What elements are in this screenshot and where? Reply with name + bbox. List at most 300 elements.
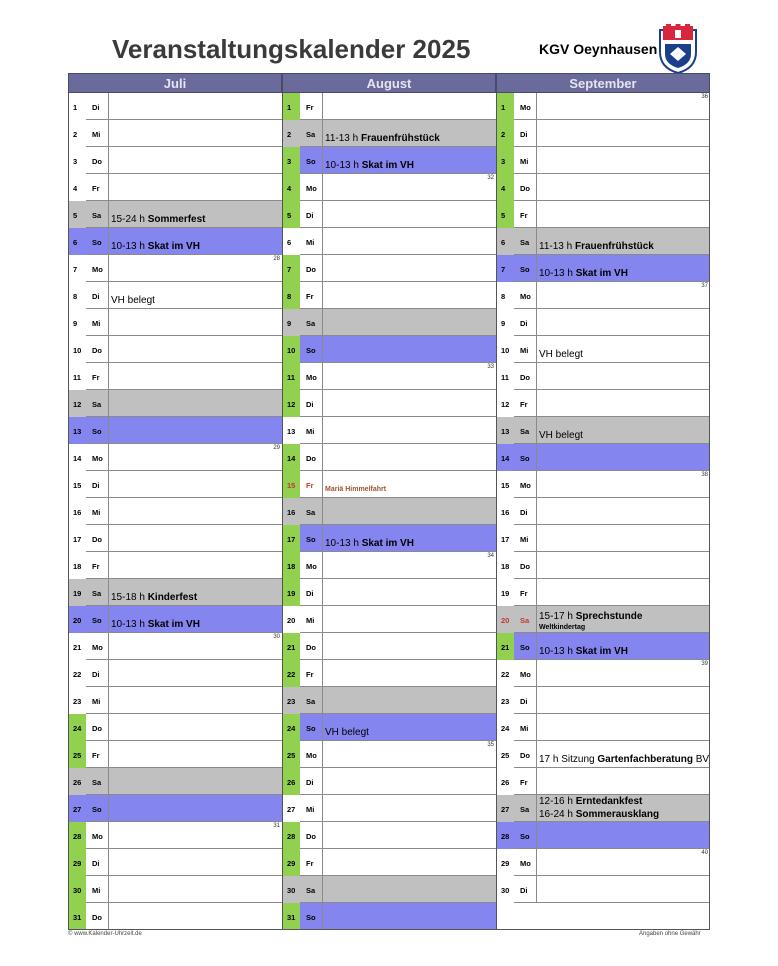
event-divider: [536, 525, 537, 552]
day-number: 26: [287, 778, 296, 787]
day-number-box: [282, 390, 300, 417]
day-number: 29: [73, 859, 82, 868]
day-number-box: [282, 309, 300, 336]
event-time: VH belegt: [539, 349, 583, 360]
week-number: 35: [487, 742, 494, 748]
day-row: [496, 498, 710, 525]
week-number: 30: [273, 634, 280, 640]
day-row: [68, 876, 282, 903]
day-number: 30: [287, 886, 296, 895]
day-row: [68, 255, 282, 282]
event-divider: [536, 660, 537, 687]
weekday-label: Sa: [306, 886, 316, 895]
day-number-box: [68, 525, 86, 552]
week-number: 34: [487, 553, 494, 559]
event-divider: [322, 687, 323, 714]
weekday-label: Fr: [92, 751, 100, 760]
event-text: [539, 809, 659, 820]
day-row: [68, 471, 282, 498]
day-number-box: [68, 606, 86, 633]
day-row: [282, 606, 496, 633]
holiday-note: Weltkindertag: [539, 624, 586, 631]
event-divider: [322, 444, 323, 471]
weekday-label: Di: [92, 292, 100, 301]
day-row: [496, 660, 710, 687]
day-row: [496, 606, 710, 633]
column-border: [709, 93, 710, 929]
event-text: [539, 268, 628, 279]
day-row: [282, 147, 496, 174]
event-divider: [322, 903, 323, 930]
day-number: 15: [73, 481, 82, 490]
event-divider: [108, 903, 109, 930]
day-number: 13: [73, 427, 82, 436]
event-divider: [108, 363, 109, 390]
weekday-label: So: [92, 616, 102, 625]
day-row: [282, 471, 496, 498]
event-divider: [536, 336, 537, 363]
event-text: [539, 796, 642, 807]
day-number-box: [496, 201, 514, 228]
day-row: [68, 714, 282, 741]
calendar-grid: [68, 73, 710, 929]
day-number: 12: [73, 400, 82, 409]
day-number-box: [496, 417, 514, 444]
weekday-label: Sa: [306, 319, 316, 328]
event-divider: [322, 498, 323, 525]
day-number-box: [282, 768, 300, 795]
event-divider: [536, 363, 537, 390]
day-number-box: [496, 552, 514, 579]
day-number: 3: [73, 157, 78, 166]
event-title: Sommerfest: [147, 214, 206, 225]
day-number: 22: [73, 670, 82, 679]
weekday-label: Di: [306, 211, 314, 220]
event-divider: [322, 822, 323, 849]
day-number: 2: [501, 130, 506, 139]
day-number-box: [496, 795, 514, 822]
day-row: [282, 390, 496, 417]
day-number-box: [68, 444, 86, 471]
day-row: [496, 525, 710, 552]
event-divider: [536, 390, 537, 417]
day-number: 23: [287, 697, 296, 706]
event-divider: [322, 849, 323, 876]
day-number: 19: [73, 589, 82, 598]
weekday-label: Di: [306, 400, 314, 409]
event-divider: [108, 471, 109, 498]
weekday-label: Do: [520, 184, 530, 193]
day-row: [496, 147, 710, 174]
day-number: 1: [287, 103, 292, 112]
event-time: 15-17 h: [539, 611, 573, 622]
day-number: 30: [501, 886, 510, 895]
event-title: Skat im VH: [147, 619, 200, 630]
day-row: [496, 228, 710, 255]
event-divider: [322, 741, 323, 768]
day-number-box: [282, 741, 300, 768]
weekday-label: Di: [520, 508, 528, 517]
week-number: 38: [701, 472, 708, 478]
day-number: 13: [287, 427, 296, 436]
day-row: [496, 255, 710, 282]
day-number-box: [68, 282, 86, 309]
day-number-box: [496, 309, 514, 336]
weekday-label: Di: [306, 778, 314, 787]
day-row: [282, 741, 496, 768]
day-number-box: [68, 741, 86, 768]
day-row: [68, 417, 282, 444]
day-number-box: [68, 174, 86, 201]
day-number-box: [68, 471, 86, 498]
event-title: Frauenfrühstück: [360, 133, 440, 144]
event-divider: [536, 255, 537, 282]
day-number: 17: [73, 535, 82, 544]
footer-copyright: © www.Kalender-Uhrzeit.de: [68, 931, 142, 937]
weekday-label: Mo: [520, 292, 531, 301]
day-row: [282, 120, 496, 147]
day-number-box: [496, 282, 514, 309]
event-divider: [536, 93, 537, 120]
day-row: [68, 309, 282, 336]
day-number: 16: [287, 508, 296, 517]
day-number: 17: [287, 535, 296, 544]
event-divider: [108, 255, 109, 282]
day-number: 8: [73, 292, 78, 301]
day-number: 18: [501, 562, 510, 571]
bottom-border: [68, 929, 710, 930]
day-number-box: [282, 471, 300, 498]
day-row: [496, 876, 710, 903]
event-divider: [108, 93, 109, 120]
day-row: [68, 606, 282, 633]
day-row: [496, 714, 710, 741]
event-divider: [108, 201, 109, 228]
day-number: 12: [287, 400, 296, 409]
day-number-box: [68, 93, 86, 120]
event-divider: [536, 471, 537, 498]
day-number-box: [496, 633, 514, 660]
event-time: 11-13 h: [539, 241, 573, 252]
day-number-box: [496, 768, 514, 795]
column-border: [68, 93, 69, 929]
event-divider: [322, 660, 323, 687]
event-divider: [322, 390, 323, 417]
day-row: [68, 552, 282, 579]
day-number: 25: [501, 751, 510, 760]
weekday-label: Fr: [92, 562, 100, 571]
day-row: [496, 633, 710, 660]
day-number: 18: [73, 562, 82, 571]
weekday-label: Sa: [306, 130, 316, 139]
event-title: Skat im VH: [575, 646, 628, 657]
day-row: [282, 849, 496, 876]
event-divider: [536, 822, 537, 849]
day-row: [282, 579, 496, 606]
event-divider: [536, 714, 537, 741]
weekday-label: So: [306, 535, 316, 544]
day-number-box: [496, 93, 514, 120]
day-number: 12: [501, 400, 510, 409]
weekday-label: Do: [520, 373, 530, 382]
weekday-label: Sa: [92, 400, 102, 409]
day-number: 21: [287, 643, 296, 652]
day-number-box: [282, 903, 300, 930]
event-divider: [322, 255, 323, 282]
event-text: [539, 646, 628, 657]
weekday-label: Mo: [306, 751, 317, 760]
day-row: [282, 444, 496, 471]
day-number-box: [68, 714, 86, 741]
weekday-label: Mo: [520, 481, 531, 490]
week-number: 40: [701, 850, 708, 856]
day-row: [68, 849, 282, 876]
day-row: [282, 822, 496, 849]
event-title: Frauenfrühstück: [574, 241, 654, 252]
event-text: [539, 611, 642, 622]
day-number: 29: [287, 859, 296, 868]
event-time: 15-24 h: [111, 214, 145, 225]
day-number-box: [282, 795, 300, 822]
day-row: [68, 228, 282, 255]
event-divider: [108, 228, 109, 255]
day-number-box: [282, 876, 300, 903]
week-number: 39: [701, 661, 708, 667]
weekday-label: So: [306, 346, 316, 355]
day-number-box: [282, 336, 300, 363]
day-row: [68, 282, 282, 309]
day-number-box: [282, 444, 300, 471]
event-text: [325, 133, 440, 144]
week-number: 37: [701, 283, 708, 289]
day-row: [282, 687, 496, 714]
event-time: VH belegt: [539, 430, 583, 441]
day-row: [282, 282, 496, 309]
day-number-box: [68, 795, 86, 822]
weekday-label: Di: [92, 481, 100, 490]
day-number: 9: [73, 319, 78, 328]
weekday-label: Mi: [306, 616, 315, 625]
event-divider: [108, 417, 109, 444]
day-row: [68, 390, 282, 417]
weekday-label: Fr: [306, 292, 314, 301]
weekday-label: Fr: [92, 184, 100, 193]
day-number: 23: [501, 697, 510, 706]
event-text: [539, 754, 709, 765]
day-row: [282, 795, 496, 822]
day-number-box: [68, 768, 86, 795]
day-row: [282, 714, 496, 741]
event-time: 10-13 h: [539, 268, 573, 279]
event-divider: [108, 282, 109, 309]
day-row: [68, 93, 282, 120]
event-title: Erntedankfest: [575, 796, 643, 807]
event-text: [111, 241, 200, 252]
day-number-box: [282, 147, 300, 174]
day-row: [68, 120, 282, 147]
event-divider: [322, 768, 323, 795]
day-number-box: [496, 444, 514, 471]
day-number-box: [282, 552, 300, 579]
day-row: [68, 795, 282, 822]
page-title: Veranstaltungskalender 2025: [112, 34, 471, 64]
day-number: 23: [73, 697, 82, 706]
event-divider: [108, 606, 109, 633]
event-divider: [322, 525, 323, 552]
day-number: 20: [73, 616, 82, 625]
weekday-label: Do: [520, 751, 530, 760]
weekday-label: Fr: [520, 589, 528, 598]
day-number: 25: [287, 751, 296, 760]
event-divider: [322, 363, 323, 390]
weekday-label: Mi: [520, 724, 529, 733]
weekday-label: Sa: [306, 508, 316, 517]
day-number: 3: [287, 157, 292, 166]
day-number: 14: [287, 454, 296, 463]
event-divider: [536, 768, 537, 795]
day-number: 5: [73, 211, 78, 220]
event-divider: [108, 633, 109, 660]
day-number-box: [282, 120, 300, 147]
event-time: 10-13 h: [325, 160, 359, 171]
day-row: [496, 363, 710, 390]
day-number: 20: [501, 616, 510, 625]
day-row: [282, 525, 496, 552]
day-number-box: [282, 201, 300, 228]
event-time: 10-13 h: [111, 241, 145, 252]
day-number-box: [68, 498, 86, 525]
weekday-label: Fr: [306, 670, 314, 679]
event-text: [325, 538, 414, 549]
weekday-label: So: [92, 805, 102, 814]
day-row: [282, 336, 496, 363]
day-number: 18: [287, 562, 296, 571]
day-row: [282, 93, 496, 120]
day-number-box: [282, 174, 300, 201]
weekday-label: Do: [92, 346, 102, 355]
weekday-label: Mo: [92, 265, 103, 274]
day-number: 10: [287, 346, 296, 355]
weekday-label: Mi: [306, 427, 315, 436]
day-row: [496, 687, 710, 714]
day-row: [68, 525, 282, 552]
event-text: [539, 241, 654, 252]
day-number-box: [496, 174, 514, 201]
weekday-label: Sa: [306, 697, 316, 706]
weekday-label: Do: [306, 265, 316, 274]
week-number: 36: [701, 94, 708, 100]
day-row: [282, 363, 496, 390]
weekday-label: Mo: [92, 832, 103, 841]
holiday-note: Mariä Himmelfahrt: [325, 486, 387, 493]
day-row: [282, 498, 496, 525]
day-number: 2: [287, 130, 292, 139]
event-divider: [536, 633, 537, 660]
event-time: 17 h Sitzung: [539, 754, 595, 765]
day-number-box: [496, 336, 514, 363]
day-number: 22: [287, 670, 296, 679]
weekday-label: Do: [520, 562, 530, 571]
week-number: 32: [487, 175, 494, 181]
day-row: [496, 336, 710, 363]
day-number-box: [496, 579, 514, 606]
day-number: 25: [73, 751, 82, 760]
day-row: [496, 201, 710, 228]
weekday-label: Mi: [92, 319, 101, 328]
day-row: [282, 768, 496, 795]
month-header-august: August: [282, 73, 496, 93]
event-suffix: BV: [695, 754, 710, 765]
weekday-label: Mo: [92, 643, 103, 652]
day-number: 4: [287, 184, 292, 193]
day-number-box: [496, 363, 514, 390]
weekday-label: Di: [520, 697, 528, 706]
day-number-box: [68, 903, 86, 930]
event-text: [111, 592, 197, 603]
day-number: 16: [501, 508, 510, 517]
day-row: [496, 471, 710, 498]
day-row: [68, 444, 282, 471]
day-row: [68, 201, 282, 228]
day-number-box: [496, 120, 514, 147]
day-number-box: [68, 255, 86, 282]
event-title: Kinderfest: [147, 592, 198, 603]
weekday-label: Fr: [520, 778, 528, 787]
weekday-label: Sa: [520, 616, 530, 625]
day-row: [496, 741, 710, 768]
day-number: 21: [73, 643, 82, 652]
event-divider: [536, 606, 537, 633]
day-row: [282, 876, 496, 903]
day-number-box: [68, 363, 86, 390]
weekday-label: Fr: [306, 103, 314, 112]
weekday-label: Di: [92, 670, 100, 679]
day-row: [68, 822, 282, 849]
day-number-box: [282, 849, 300, 876]
day-number: 26: [73, 778, 82, 787]
day-number: 19: [287, 589, 296, 598]
day-number: 4: [73, 184, 78, 193]
day-row: [68, 660, 282, 687]
day-number: 11: [501, 373, 509, 382]
day-number-box: [282, 498, 300, 525]
day-number: 10: [73, 346, 82, 355]
event-divider: [108, 444, 109, 471]
day-number: 28: [73, 832, 82, 841]
day-row: [282, 255, 496, 282]
day-number: 27: [287, 805, 296, 814]
day-number: 7: [287, 265, 292, 274]
event-divider: [108, 336, 109, 363]
event-text: [325, 160, 414, 171]
day-number: 16: [73, 508, 82, 517]
weekday-label: Sa: [520, 427, 530, 436]
day-number-box: [496, 606, 514, 633]
weekday-label: Sa: [520, 238, 530, 247]
event-divider: [108, 174, 109, 201]
day-number: 27: [73, 805, 82, 814]
event-time: 10-13 h: [325, 538, 359, 549]
event-divider: [108, 147, 109, 174]
day-number-box: [282, 417, 300, 444]
event-divider: [108, 390, 109, 417]
day-number-box: [282, 714, 300, 741]
day-row: [496, 120, 710, 147]
day-number-box: [68, 120, 86, 147]
day-number: 19: [501, 589, 510, 598]
weekday-label: Di: [92, 103, 100, 112]
club-name: KGV Oeynhausen: [539, 41, 658, 57]
